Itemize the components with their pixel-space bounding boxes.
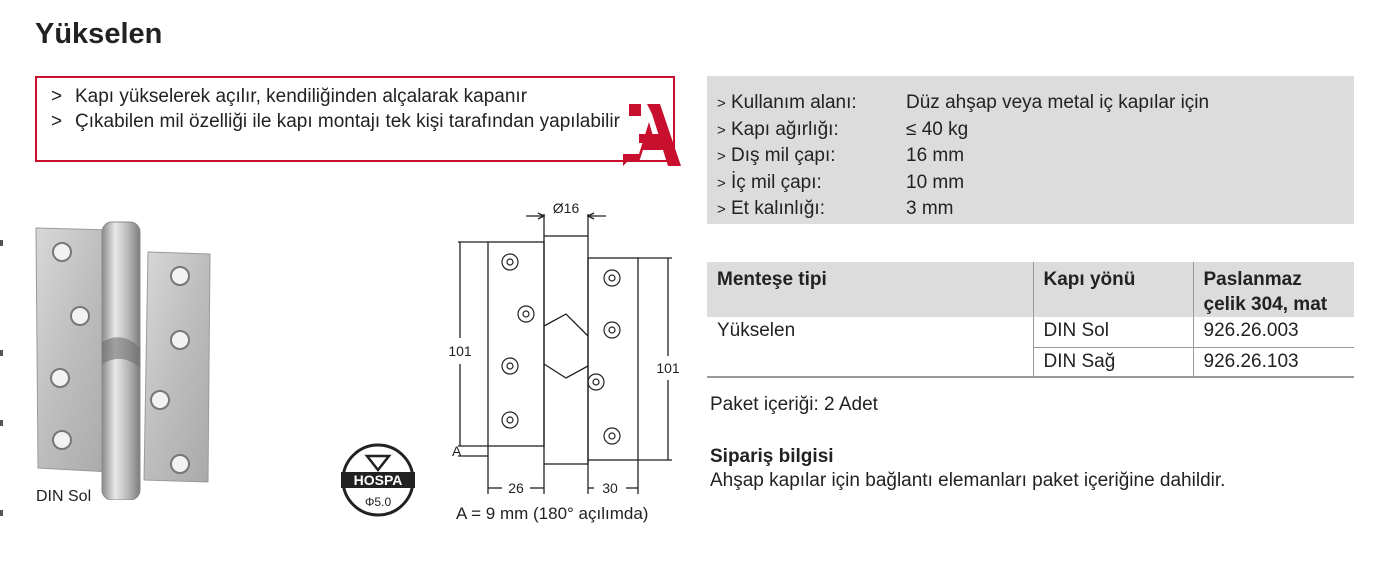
spec-value: ≤ 40 kg: [906, 118, 969, 140]
spec-label: Dış mil çapı:: [731, 145, 836, 166]
dim-diameter-label: Ø16: [552, 200, 580, 216]
dim-left-width-label: 26: [508, 480, 524, 496]
table-header-cell: Paslanmaz çelik 304, mat: [1193, 262, 1354, 317]
dim-a-label: A: [452, 443, 462, 459]
order-table: [707, 262, 1354, 378]
spec-label: Kapı ağırlığı:: [731, 118, 839, 140]
bullet-marker: >: [717, 121, 726, 139]
hinge-photo: [30, 210, 230, 500]
spec-value: 10 mm: [906, 171, 965, 193]
hospa-name: HOSPA: [353, 472, 403, 488]
spec-label: Et kalınlığı:: [731, 198, 825, 219]
spec-label: İç mil çapı:: [731, 171, 822, 193]
spec-value: 16 mm: [906, 145, 965, 166]
edge-marks: [0, 220, 6, 530]
spec-row: [717, 170, 1354, 197]
spec-label: Kullanım alanı:: [731, 92, 857, 113]
table-header-cell: Kapı yönü: [1033, 262, 1193, 317]
feature-item: [51, 84, 673, 109]
hospa-screw-badge-icon: [337, 442, 419, 517]
features-box: [35, 76, 675, 162]
dim-height-left-label: 101: [448, 343, 472, 359]
feature-text: Kapı yükselerek açılır, kendiliğinden alçalarak kapanır: [75, 86, 528, 107]
page-title: Yükselen: [35, 18, 163, 50]
brand-logo-icon: [623, 100, 681, 166]
spec-row: [717, 196, 1354, 223]
feature-item: [51, 109, 673, 134]
table-row: [707, 347, 1354, 377]
bullet-marker: >: [717, 95, 726, 112]
spec-row: [717, 117, 1354, 144]
table-cell: [707, 347, 1033, 377]
table-header-cell: Menteşe tipi: [707, 262, 1033, 317]
feature-text: Çıkabilen mil özelliği ile kapı montajı tek kişi tarafından yapılabilir: [75, 111, 620, 132]
dim-height-right-label: 101: [656, 360, 680, 376]
hospa-size: Φ5.0: [364, 495, 392, 509]
order-info-text: Ahşap kapılar için bağlantı elemanları paket içeriğine dahildir.: [710, 470, 1226, 491]
table-cell: 926.26.003: [1193, 317, 1354, 347]
table-cell: 926.26.103: [1193, 347, 1354, 377]
order-info-heading: Sipariş bilgisi: [710, 446, 834, 467]
package-contents: Paket içeriği: 2 Adet: [710, 394, 878, 415]
photo-caption: DIN Sol: [36, 488, 92, 505]
table-cell: DIN Sol: [1033, 317, 1193, 347]
table-cell: DIN Sağ: [1033, 347, 1193, 377]
table-cell: Yükselen: [717, 320, 796, 341]
drawing-caption: A = 9 mm (180° açılımda): [456, 504, 649, 523]
spec-row: [717, 143, 1354, 170]
bullet-marker: >: [51, 111, 63, 132]
bullet-marker: >: [51, 86, 63, 107]
technical-drawing: [440, 196, 690, 498]
table-header-row: [707, 262, 1354, 317]
specs-panel: [707, 76, 1354, 224]
table-row: [707, 317, 1354, 347]
bullet-marker: >: [717, 148, 726, 165]
spec-value: Düz ahşap veya metal iç kapılar için: [906, 92, 1210, 113]
dim-right-width-label: 30: [602, 480, 618, 496]
spec-row: [717, 90, 1354, 117]
spec-value: 3 mm: [906, 198, 954, 219]
bullet-marker: >: [717, 201, 726, 218]
bullet-marker: >: [717, 174, 726, 192]
